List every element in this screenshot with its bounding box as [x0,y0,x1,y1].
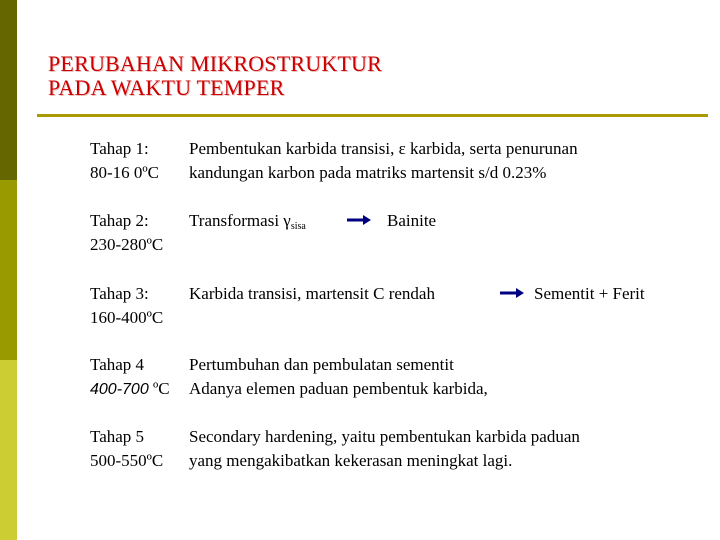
step-1-desc-line-1: Pembentukan karbida transisi, ε karbida, serta penurunan [189,139,578,158]
title-divider [37,114,708,117]
step-5-temperature: 500-550ºC [90,451,164,470]
step-3 [90,282,710,330]
step-4-temperature [90,377,170,402]
step-4-temperature-unit: ºC [148,379,170,398]
step-5-label: Tahap 5 [90,427,145,446]
step-2-temperature: 230-280ºC [90,235,164,254]
sidebar-bar-mid [0,180,17,360]
step-2-desc-prefix: Transformasi γ [189,211,291,230]
step-3-result: Sementit + Ferit [534,284,645,303]
step-4-label: Tahap 4 [90,355,145,374]
step-1-temperature: 80-16 0ºC [90,163,160,182]
step-4 [90,353,710,401]
sidebar-bar-light [0,360,17,540]
right-arrow-icon [499,285,525,299]
step-1 [90,137,710,185]
title-line-2: PADA WAKTU TEMPER [48,75,285,100]
step-5-desc-line-2: yang mengakibatkan kekerasan meningkat lagi. [189,451,513,470]
step-4-desc-line-2: Adanya elemen paduan pembentuk karbida, [189,379,488,398]
step-1-label: Tahap 1: [90,139,149,158]
step-2-desc-subscript: sisa [290,221,306,232]
right-arrow-icon [346,212,372,226]
step-2 [90,209,710,257]
title-line-1: PERUBAHAN MIKROSTRUKTUR [48,51,383,76]
step-2-result: Bainite [387,211,437,230]
step-5-desc-line-1: Secondary hardening, yaitu pembentukan karbida paduan [189,427,580,446]
step-3-temperature: 160-400ºC [90,308,164,327]
step-1-desc-line-2: kandungan karbon pada matriks martensit s/d 0.23% [189,163,547,182]
step-3-desc: Karbida transisi, martensit C rendah [189,284,435,303]
step-3-label: Tahap 3: [90,284,149,303]
slide-title [48,52,382,100]
step-4-temperature-range: 400-700 [90,381,149,398]
step-4-desc-line-1: Pertumbuhan dan pembulatan sementit [189,355,454,374]
step-2-label: Tahap 2: [90,211,149,230]
sidebar-bar-dark [0,0,17,180]
step-5 [90,425,710,473]
